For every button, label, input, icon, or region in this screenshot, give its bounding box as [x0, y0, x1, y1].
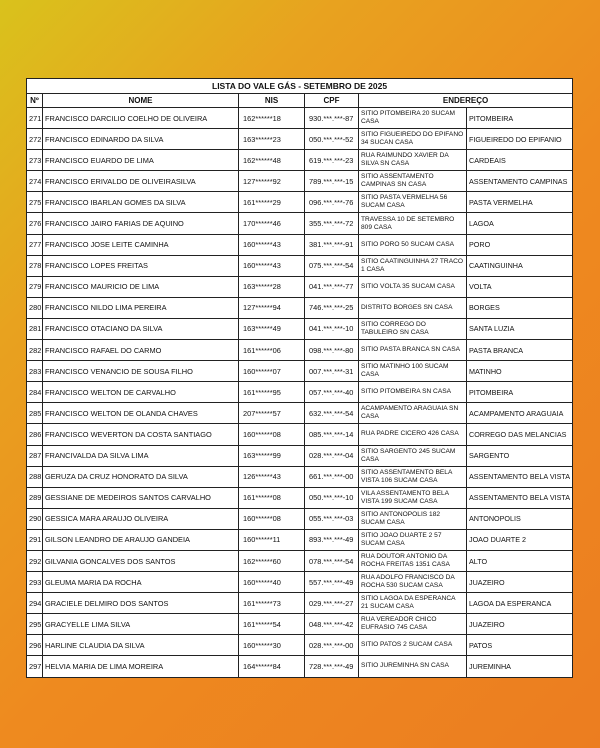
title-row — [27, 79, 573, 94]
beneficiary-name: GESSICA MARA ARAUJO OLIVEIRA — [43, 508, 239, 529]
cpf-number: 085.***.***-14 — [305, 424, 359, 445]
nis-number: 160******08 — [239, 424, 305, 445]
row-number: 277 — [27, 234, 43, 255]
header-cpf: CPF — [305, 94, 359, 108]
header-nis: NIS — [239, 94, 305, 108]
locality-name: JUAZEIRO — [467, 572, 573, 593]
cpf-number: 632.***.***-54 — [305, 403, 359, 424]
beneficiary-name: GESSIANE DE MEDEIROS SANTOS CARVALHO — [43, 487, 239, 508]
locality-name: VOLTA — [467, 276, 573, 297]
locality-name: CAATINGUINHA — [467, 255, 573, 276]
row-number: 281 — [27, 318, 43, 339]
table-row — [27, 213, 573, 234]
locality-name: ALTO — [467, 550, 573, 571]
table-row — [27, 129, 573, 150]
beneficiary-name: GERUZA DA CRUZ HONORATO DA SILVA — [43, 466, 239, 487]
locality-name: CARDEAIS — [467, 150, 573, 171]
street-address: SITIO MATINHO 100 SUCAM CASA — [359, 361, 467, 382]
beneficiary-name: FRANCISCO IBARLAN GOMES DA SILVA — [43, 192, 239, 213]
beneficiary-name: FRANCISCO VENANCIO DE SOUSA FILHO — [43, 361, 239, 382]
table-row — [27, 403, 573, 424]
beneficiary-name: FRANCISCO WELTON DE CARVALHO — [43, 382, 239, 403]
beneficiary-name: FRANCISCO DARCILIO COELHO DE OLIVEIRA — [43, 108, 239, 129]
street-address: VILA ASSENTAMENTO BELA VISTA 199 SUCAM CASA — [359, 487, 467, 508]
locality-name: PASTA BRANCA — [467, 340, 573, 361]
table-row — [27, 614, 573, 635]
nis-number: 170******46 — [239, 213, 305, 234]
nis-number: 160******43 — [239, 234, 305, 255]
table-body — [27, 108, 573, 678]
table-row — [27, 234, 573, 255]
beneficiary-name: FRANCISCO EUARDO DE LIMA — [43, 150, 239, 171]
table-row — [27, 361, 573, 382]
locality-name: JUREMINHA — [467, 656, 573, 677]
row-number: 283 — [27, 361, 43, 382]
street-address: SITIO ANTONOPOLIS 182 SUCAM CASA — [359, 508, 467, 529]
header-address: ENDEREÇO — [359, 94, 573, 108]
nis-number: 163******23 — [239, 129, 305, 150]
nis-number: 163******49 — [239, 318, 305, 339]
row-number: 282 — [27, 340, 43, 361]
row-number: 286 — [27, 424, 43, 445]
nis-number: 160******40 — [239, 572, 305, 593]
locality-name: ASSENTAMENTO CAMPINAS — [467, 171, 573, 192]
locality-name: PASTA VERMELHA — [467, 192, 573, 213]
beneficiary-name: FRANCISCO NILDO LIMA PEREIRA — [43, 297, 239, 318]
cpf-number: 075.***.***-54 — [305, 255, 359, 276]
cpf-number: 055.***.***-03 — [305, 508, 359, 529]
street-address: SITIO FIGUEIREDO DO EPIFANO 34 SUCAN CASA — [359, 129, 467, 150]
cpf-number: 007.***.***-31 — [305, 361, 359, 382]
locality-name: LAGOA DA ESPERANCA — [467, 593, 573, 614]
beneficiary-name: FRANCISCO WELTON DE OLANDA CHAVES — [43, 403, 239, 424]
beneficiary-name: FRANCISCO OTACIANO DA SILVA — [43, 318, 239, 339]
cpf-number: 057.***.***-40 — [305, 382, 359, 403]
nis-number: 127******94 — [239, 297, 305, 318]
nis-number: 163******28 — [239, 276, 305, 297]
row-number: 296 — [27, 635, 43, 656]
locality-name: CORREGO DAS MELANCIAS — [467, 424, 573, 445]
nis-number: 161******29 — [239, 192, 305, 213]
row-number: 288 — [27, 466, 43, 487]
nis-number: 164******84 — [239, 656, 305, 677]
cpf-number: 041.***.***-77 — [305, 276, 359, 297]
cpf-number: 028.***.***-04 — [305, 445, 359, 466]
street-address: SITIO CAATINGUINHA 27 TRACO 1 CASA — [359, 255, 467, 276]
row-number: 291 — [27, 529, 43, 550]
table-row — [27, 297, 573, 318]
street-address: SITIO ASSENTAMENTO CAMPINAS SN CASA — [359, 171, 467, 192]
row-number: 271 — [27, 108, 43, 129]
nis-number: 163******99 — [239, 445, 305, 466]
beneficiary-name: FRANCISCO RAFAEL DO CARMO — [43, 340, 239, 361]
street-address: SITIO CORREGO DO TABULEIRO SN CASA — [359, 318, 467, 339]
locality-name: ANTONOPOLIS — [467, 508, 573, 529]
table-row — [27, 171, 573, 192]
row-number: 293 — [27, 572, 43, 593]
cpf-number: 381.***.***-91 — [305, 234, 359, 255]
street-address: SITIO PORO 50 SUCAM CASA — [359, 234, 467, 255]
table-row — [27, 593, 573, 614]
table-row — [27, 424, 573, 445]
header-name: NOME — [43, 94, 239, 108]
street-address: ACAMPAMENTO ARAGUAIA SN CASA — [359, 403, 467, 424]
cpf-number: 048.***.***-42 — [305, 614, 359, 635]
locality-name: ACAMPAMENTO ARAGUAIA — [467, 403, 573, 424]
beneficiary-name: FRANCISCO ERIVALDO DE OLIVEIRASILVA — [43, 171, 239, 192]
table-row — [27, 150, 573, 171]
street-address: RUA ADOLFO FRANCISCO DA ROCHA 530 SUCAM CASA — [359, 572, 467, 593]
locality-name: PATOS — [467, 635, 573, 656]
street-address: RUA VEREADOR CHICO EUFRASIO 745 CASA — [359, 614, 467, 635]
row-number: 272 — [27, 129, 43, 150]
nis-number: 161******54 — [239, 614, 305, 635]
nis-number: 160******30 — [239, 635, 305, 656]
locality-name: PITOMBEIRA — [467, 382, 573, 403]
row-number: 280 — [27, 297, 43, 318]
beneficiary-name: HARLINE CLAUDIA DA SILVA — [43, 635, 239, 656]
street-address: RUA RAIMUNDO XAVIER DA SILVA SN CASA — [359, 150, 467, 171]
header-row — [27, 94, 573, 108]
cpf-number: 050.***.***-10 — [305, 487, 359, 508]
nis-number: 207******57 — [239, 403, 305, 424]
nis-number: 162******18 — [239, 108, 305, 129]
cpf-number: 746.***.***-25 — [305, 297, 359, 318]
street-address: SITIO JOAO DUARTE 2 57 SUCAM CASA — [359, 529, 467, 550]
cpf-number: 078.***.***-54 — [305, 550, 359, 571]
nis-number: 127******92 — [239, 171, 305, 192]
table-row — [27, 192, 573, 213]
row-number: 279 — [27, 276, 43, 297]
nis-number: 161******06 — [239, 340, 305, 361]
locality-name: ASSENTAMENTO BELA VISTA — [467, 466, 573, 487]
beneficiary-name: GILVANIA GONCALVES DOS SANTOS — [43, 550, 239, 571]
table-row — [27, 550, 573, 571]
cpf-number: 355.***.***-72 — [305, 213, 359, 234]
table-row — [27, 445, 573, 466]
street-address: TRAVESSA 10 DE SETEMBRO 809 CASA — [359, 213, 467, 234]
street-address: SITIO LAGOA DA ESPERANCA 21 SUCAM CASA — [359, 593, 467, 614]
table-row — [27, 487, 573, 508]
street-address: SITIO SARGENTO 245 SUCAM CASA — [359, 445, 467, 466]
row-number: 297 — [27, 656, 43, 677]
table-row — [27, 108, 573, 129]
list-title: LISTA DO VALE GÁS - SETEMBRO DE 2025 — [27, 79, 573, 94]
cpf-number: 557.***.***-49 — [305, 572, 359, 593]
row-number: 273 — [27, 150, 43, 171]
beneficiary-table — [26, 78, 573, 678]
table-row — [27, 656, 573, 677]
row-number: 278 — [27, 255, 43, 276]
table-row — [27, 318, 573, 339]
table-row — [27, 508, 573, 529]
beneficiary-name: FRANCISCO JAIRO FARIAS DE AQUINO — [43, 213, 239, 234]
table-row — [27, 635, 573, 656]
cpf-number: 050.***.***-52 — [305, 129, 359, 150]
street-address: DISTRITO BORGES SN CASA — [359, 297, 467, 318]
beneficiary-name: HELVIA MARIA DE LIMA MOREIRA — [43, 656, 239, 677]
street-address: RUA PADRE CICERO 426 CASA — [359, 424, 467, 445]
cpf-number: 098.***.***-80 — [305, 340, 359, 361]
nis-number: 160******43 — [239, 255, 305, 276]
locality-name: ASSENTAMENTO BELA VISTA — [467, 487, 573, 508]
locality-name: LAGOA — [467, 213, 573, 234]
row-number: 295 — [27, 614, 43, 635]
locality-name: BORGES — [467, 297, 573, 318]
cpf-number: 930.***.***-87 — [305, 108, 359, 129]
cpf-number: 661.***.***-00 — [305, 466, 359, 487]
cpf-number: 029.***.***-27 — [305, 593, 359, 614]
row-number: 275 — [27, 192, 43, 213]
locality-name: SARGENTO — [467, 445, 573, 466]
street-address: SITIO PATOS 2 SUCAM CASA — [359, 635, 467, 656]
street-address: SITIO VOLTA 35 SUCAM CASA — [359, 276, 467, 297]
beneficiary-name: FRANCIVALDA DA SILVA LIMA — [43, 445, 239, 466]
cpf-number: 789.***.***-15 — [305, 171, 359, 192]
cpf-number: 041.***.***-10 — [305, 318, 359, 339]
cpf-number: 619.***.***-23 — [305, 150, 359, 171]
street-address: SITIO ASSENTAMENTO BELA VISTA 106 SUCAM CASA — [359, 466, 467, 487]
nis-number: 160******11 — [239, 529, 305, 550]
nis-number: 162******60 — [239, 550, 305, 571]
beneficiary-name: FRANCISCO JOSE LEITE CAMINHA — [43, 234, 239, 255]
street-address: SITIO PASTA BRANCA SN CASA — [359, 340, 467, 361]
nis-number: 162******48 — [239, 150, 305, 171]
table-row — [27, 340, 573, 361]
row-number: 274 — [27, 171, 43, 192]
beneficiary-name: GLEUMA MARIA DA ROCHA — [43, 572, 239, 593]
nis-number: 160******08 — [239, 508, 305, 529]
beneficiary-name: FRANCISCO EDINARDO DA SILVA — [43, 129, 239, 150]
row-number: 284 — [27, 382, 43, 403]
nis-number: 161******08 — [239, 487, 305, 508]
beneficiary-name: FRANCISCO MAURICIO DE LIMA — [43, 276, 239, 297]
street-address: SITIO PITOMBEIRA 20 SUCAM CASA — [359, 108, 467, 129]
cpf-number: 096.***.***-76 — [305, 192, 359, 213]
table-row — [27, 255, 573, 276]
street-address: SITIO PITOMBEIRA SN CASA — [359, 382, 467, 403]
row-number: 290 — [27, 508, 43, 529]
beneficiary-name: FRANCISCO WEVERTON DA COSTA SANTIAGO — [43, 424, 239, 445]
cpf-number: 028.***.***-00 — [305, 635, 359, 656]
beneficiary-name: GILSON LEANDRO DE ARAUJO GANDEIA — [43, 529, 239, 550]
nis-number: 161******95 — [239, 382, 305, 403]
locality-name: PORO — [467, 234, 573, 255]
street-address: SITIO JUREMINHA SN CASA — [359, 656, 467, 677]
table-row — [27, 572, 573, 593]
beneficiary-name: FRANCISCO LOPES FREITAS — [43, 255, 239, 276]
header-num: Nº — [27, 94, 43, 108]
locality-name: JUAZEIRO — [467, 614, 573, 635]
table-row — [27, 529, 573, 550]
nis-number: 160******07 — [239, 361, 305, 382]
beneficiary-name: GRACIELE DELMIRO DOS SANTOS — [43, 593, 239, 614]
locality-name: FIGUEIREDO DO EPIFANIO — [467, 129, 573, 150]
row-number: 289 — [27, 487, 43, 508]
row-number: 294 — [27, 593, 43, 614]
nis-number: 161******73 — [239, 593, 305, 614]
row-number: 276 — [27, 213, 43, 234]
row-number: 287 — [27, 445, 43, 466]
row-number: 292 — [27, 550, 43, 571]
beneficiary-name: GRACYELLE LIMA SILVA — [43, 614, 239, 635]
locality-name: PITOMBEIRA — [467, 108, 573, 129]
street-address: SITIO PASTA VERMELHA 56 SUCAM CASA — [359, 192, 467, 213]
locality-name: JOAO DUARTE 2 — [467, 529, 573, 550]
cpf-number: 893.***.***-49 — [305, 529, 359, 550]
table-row — [27, 466, 573, 487]
nis-number: 126******43 — [239, 466, 305, 487]
beneficiary-list-sheet — [26, 78, 572, 678]
cpf-number: 728.***.***-49 — [305, 656, 359, 677]
table-row — [27, 276, 573, 297]
row-number: 285 — [27, 403, 43, 424]
locality-name: SANTA LUZIA — [467, 318, 573, 339]
locality-name: MATINHO — [467, 361, 573, 382]
table-row — [27, 382, 573, 403]
street-address: RUA DOUTOR ANTONIO DA ROCHA FREITAS 1351 CASA — [359, 550, 467, 571]
